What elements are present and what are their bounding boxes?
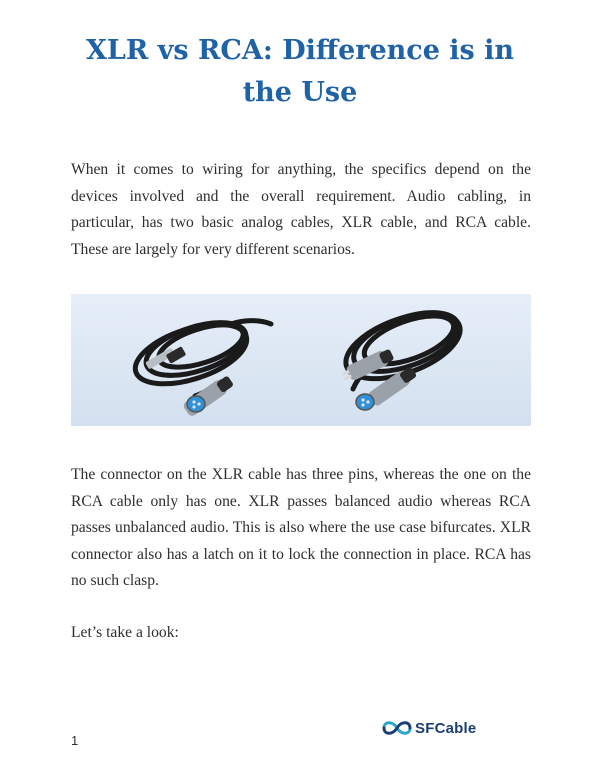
lead-in-paragraph: Let’s take a look:	[71, 624, 179, 641]
comparison-paragraph: The connector on the XLR cable has three pins, whereas the one on the RCA cable only has one. XLR passes balanced audio whereas RCA passes unbalanced audio. This is also where the use case bifurcates. XLR connector also has a latch on it to lock the connection in place. RCA has no such clasp.	[71, 466, 531, 590]
brand-logo	[381, 716, 476, 740]
brand-name: SFCable	[415, 719, 477, 737]
page-number: 1	[71, 733, 79, 748]
intro-paragraph: When it comes to wiring for anything, the specifics depend on the devices involved and the overall requirement. Audio cabling, in particular, has two basic analog cables, XLR cable, and RCA cable. These are largely for very different scenarios.	[71, 161, 531, 258]
sfcable-logo-icon	[381, 717, 413, 739]
page-title: XLR vs RCA: Difference is in the Use	[85, 35, 515, 108]
xlr-cables-illustration	[71, 294, 531, 426]
cable-photo	[71, 294, 531, 426]
